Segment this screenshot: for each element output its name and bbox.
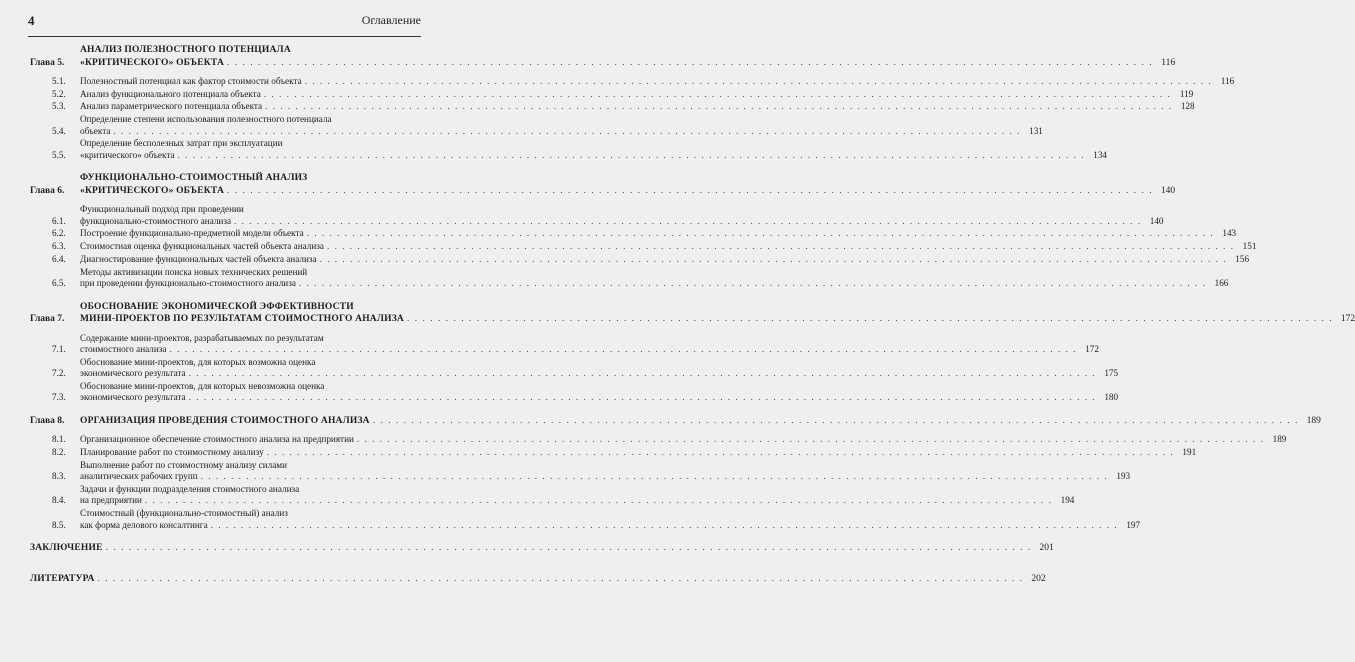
entry-title-line: Функциональный подход при проведении xyxy=(80,204,244,215)
entry-number: 8.3. xyxy=(52,471,66,482)
entry-title xyxy=(80,415,1299,428)
entry-number: 6.2. xyxy=(52,228,66,239)
chapter-heading xyxy=(30,172,1176,197)
dot-leader: . . . . . . . . . . . . . . . . . . . . . . . . . . . . . . . . . . . . . . . . . . . . . . . . . . . . . . . . . . . . . . . . . . . . . . . . . . . . . . . . . . . . . . . . . . . . . . . . . . . . . . . . . . . . . . . . . . . . . . . . xyxy=(306,228,1215,239)
entry-title xyxy=(80,254,1227,266)
entry-number: 5.5. xyxy=(52,149,66,160)
dot-leader: . . . . . . . . . . . . . . . . . . . . . . . . . . . . . . . . . . . . . . . . . . . . . . . . . . . . . . . . . . . . . . . . . . . . . . . . . . . . . . . . . . . . . . . . . . . . . . . . . . . . . . . . . . . . . . . . . . . . . . . . xyxy=(356,434,1265,445)
dot-leader: . . . . . . . . . . . . . . . . . . . . . . . . . . . . . . . . . . . . . . . . . . . . . . . . . . . . . . . . . . . . . . . . . . . . . . . . . . . . . . . . . . . . . . . . . . . . . . . . . . . . . . . . . . . . . . . . . . . . . . . . xyxy=(200,471,1109,482)
entry-title-text: Анализ функционального потенциала объекта xyxy=(80,88,261,99)
entry-page-number: 156 xyxy=(1235,253,1250,264)
entry-title-text: аналитических рабочих групп xyxy=(80,471,198,482)
entry-number: 5.2. xyxy=(52,88,66,99)
entry-title-line: Задачи и функции подразделения стоимостного анализа xyxy=(80,483,300,494)
entry-title-line xyxy=(80,392,1096,404)
toc-section-entry xyxy=(30,228,1237,240)
entry-title-line: Методы активизации поиска новых технических решений xyxy=(80,266,308,277)
entry-title-line xyxy=(80,344,1077,356)
toc-section-entry xyxy=(30,88,1194,101)
entry-title xyxy=(80,333,1077,356)
toc-section-entry xyxy=(30,253,1250,266)
section-list xyxy=(30,332,1119,404)
entry-title-line xyxy=(80,101,1173,113)
entry-title-line xyxy=(80,216,1142,228)
entry-page-number: 201 xyxy=(1039,543,1054,554)
dot-leader: . . . . . . . . . . . . . . . . . . . . . . . . . . . . . . . . . . . . . . . . . . . . . . . . . . . . . . . . . . . . . . . . . . . . . . . . . . . . . . . . . . . . . . . . . . . . . . . . . . . . . . . . . . . . . . . . . . . . . . . . xyxy=(227,185,1154,196)
toc-section-entry xyxy=(30,459,1131,483)
dot-leader: . . . . . . . . . . . . . . . . . . . . . . . . . . . . . . . . . . . . . . . . . . . . . . . . . . . . . . . . . . . . . . . . . . . . . . . . . . . . . . . . . . . . . . . . . . . . . . . . . . . . . . . . . . . . . . . . . . . . . . . . xyxy=(188,392,1097,403)
entry-title-line xyxy=(30,573,1024,586)
section-list xyxy=(30,204,1257,289)
toc-literature xyxy=(30,573,1046,586)
entry-title-line: Содержание мини-проектов, разрабатываемых по результатам xyxy=(80,332,324,343)
entry-title-line xyxy=(80,57,1153,70)
entry-number: Глава 5. xyxy=(30,57,65,68)
entry-title xyxy=(80,241,1234,253)
entry-title-text: Планирование работ по стоимостному анализу xyxy=(80,447,264,458)
entry-title-line xyxy=(80,278,1206,290)
toc-section-entry xyxy=(30,204,1164,227)
entry-page-number: 172 xyxy=(1085,344,1099,354)
entry-title-text: Анализ параметрического потенциала объекта xyxy=(80,101,263,112)
entry-title-line: Обоснование мини-проектов, для которых возможна оценка xyxy=(80,356,316,367)
dot-leader: . . . . . . . . . . . . . . . . . . . . . . . . . . . . . . . . . . . . . . . . . . . . . . . . . . . . . . . . . . . . . . . . . . . . . . . . . . . . . . . . . . . . . . . . . . . . . . . . . . . . . . . . . . . . . . . . . . . . . . . . xyxy=(266,447,1175,458)
entry-title xyxy=(80,484,1052,507)
toc-section-entry xyxy=(30,101,1195,113)
entry-title xyxy=(80,204,1142,227)
entry-title xyxy=(80,172,1153,197)
entry-title-text: как форма делового консалтинга xyxy=(80,519,208,530)
entry-title-line: Стоимостный (функционально-стоимостный) анализ xyxy=(80,508,288,519)
entry-title-text: ЛИТЕРАТУРА xyxy=(30,573,95,584)
entry-title-line xyxy=(80,368,1096,380)
entry-page-number: 131 xyxy=(1029,125,1043,136)
entry-number: 8.1. xyxy=(52,434,66,445)
entry-number: 7.2. xyxy=(52,368,66,379)
chapter-heading xyxy=(30,44,1176,69)
entry-number: 6.5. xyxy=(52,278,66,288)
entry-number: 7.1. xyxy=(52,344,66,354)
page-header xyxy=(28,13,421,33)
entry-number: Глава 8. xyxy=(30,415,65,426)
entry-page-number: 189 xyxy=(1272,434,1287,445)
toc-section-entry xyxy=(30,447,1197,459)
dot-leader: . . . . . . . . . . . . . . . . . . . . . . . . . . . . . . . . . . . . . . . . . . . . . . . . . . . . . . . . . . . . . . . . . . . . . . . . . . . . . . . . . . . . . . . . . . . . . . . . . . . . . . . . . . . . . . . . . . . . . . . . xyxy=(97,573,1024,584)
entry-page-number: 175 xyxy=(1104,368,1119,379)
entry-title xyxy=(30,573,1024,586)
dot-leader: . . . . . . . . . . . . . . . . . . . . . . . . . . . . . . . . . . . . . . . . . . . . . . . . . . . . . . . . . . . . . . . . . . . . . . . . . . . . . . . . . . . . . . . . . . . . . . . . . . . . . . . . . . . . . . . . . . . . . . . . xyxy=(407,314,1334,324)
entry-title-text: на предприятии xyxy=(80,495,142,506)
dot-leader: . . . . . . . . . . . . . . . . . . . . . . . . . . . . . . . . . . . . . . . . . . . . . . . . . . . . . . . . . . . . . . . . . . . . . . . . . . . . . . . . . . . . . . . . . . . . . . . . . . . . . . . . . . . . . . . . . . . . . . . . xyxy=(372,415,1299,426)
entry-title-text: при проведении функционально-стоимостного анализа xyxy=(80,278,296,288)
entry-title-line: ФУНКЦИОНАЛЬНО-СТОИМОСТНЫЙ АНАЛИЗ xyxy=(80,173,308,184)
dot-leader: . . . . . . . . . . . . . . . . . . . . . . . . . . . . . . . . . . . . . . . . . . . . . . . . . . . . . . . . . . . . . . . . . . . . . . . . . . . . . . . . . . . . . . . . . . . . . . . . . . . . . . . . . . . . . . . . . . . . . . . . xyxy=(326,241,1235,252)
entry-page-number: 194 xyxy=(1060,495,1075,506)
entry-title-line: Определение бесполезных затрат при эксплуатации xyxy=(80,138,283,149)
conclusion-entry xyxy=(30,542,1054,555)
entry-page-number: 193 xyxy=(1116,471,1131,482)
entry-page-number: 140 xyxy=(1160,185,1176,196)
entry-title-text: Полезностный потенциал как фактор стоимости объекта xyxy=(80,76,302,86)
literature-entry xyxy=(30,573,1046,586)
entry-title-line xyxy=(80,185,1153,198)
toc-chapter xyxy=(30,44,1235,161)
entry-number: 7.3. xyxy=(52,392,66,403)
toc-section-entry xyxy=(30,508,1141,531)
dot-leader: . . . . . . . . . . . . . . . . . . . . . . . . . . . . . . . . . . . . . . . . . . . . . . . . . . . . . . . . . . . . . . . . . . . . . . . . . . . . . . . . . . . . . . . . . . . . . . . . . . . . . . . . . . . . . . . . . . . . . . . . xyxy=(227,57,1154,68)
entry-title-line: АНАЛИЗ ПОЛЕЗНОСТНОГО ПОТЕНЦИАЛА xyxy=(80,45,291,55)
entry-title-line: ОБОСНОВАНИЕ ЭКОНОМИЧЕСКОЙ ЭФФЕКТИВНОСТИ xyxy=(80,301,354,312)
entry-page-number: 134 xyxy=(1093,149,1107,160)
entry-title-line: Обоснование мини-проектов, для которых невозможна оценка xyxy=(80,380,325,391)
entry-title-text: экономического результата xyxy=(80,392,186,403)
entry-title-text: ОРГАНИЗАЦИЯ ПРОВЕДЕНИЯ СТОИМОСТНОГО АНАЛИЗА xyxy=(80,415,370,426)
entry-title xyxy=(80,114,1021,137)
page-number: 4 xyxy=(28,13,35,28)
entry-number: 6.3. xyxy=(52,241,66,252)
entry-title xyxy=(80,138,1085,161)
entry-number: 6.4. xyxy=(52,253,66,264)
dot-leader: . . . . . . . . . . . . . . . . . . . . . . . . . . . . . . . . . . . . . . . . . . . . . . . . . . . . . . . . . . . . . . . . . . . . . . . . . . . . . . . . . . . . . . . . . . . . . . . . . . . . . . . . . . . . . . . . . . . . . . . . xyxy=(263,88,1172,99)
entry-title-line xyxy=(80,126,1021,138)
entry-title-line xyxy=(80,313,1333,326)
chapter-heading xyxy=(30,415,1321,428)
entry-page-number: 191 xyxy=(1182,447,1197,458)
dot-leader: . . . . . . . . . . . . . . . . . . . . . . . . . . . . . . . . . . . . . . . . . . . . . . . . . . . . . . . . . . . . . . . . . . . . . . . . . . . . . . . . . . . . . . . . . . . . . . . . . . . . . . . . . . . . . . . . . . . . . . . . xyxy=(319,253,1228,264)
dot-leader: . . . . . . . . . . . . . . . . . . . . . . . . . . . . . . . . . . . . . . . . . . . . . . . . . . . . . . . . . . . . . . . . . . . . . . . . . . . . . . . . . . . . . . . . . . . . . . . . . . . . . . . . . . . . . . . . . . . . . . . . xyxy=(169,344,1077,354)
entry-page-number: 172 xyxy=(1340,314,1355,324)
entry-title xyxy=(30,542,1032,555)
entry-number: 5.3. xyxy=(52,101,66,112)
entry-title-line: Выполнение работ по стоимостному анализу силами xyxy=(80,459,288,470)
entry-title xyxy=(80,76,1212,88)
dot-leader: . . . . . . . . . . . . . . . . . . . . . . . . . . . . . . . . . . . . . . . . . . . . . . . . . . . . . . . . . . . . . . . . . . . . . . . . . . . . . . . . . . . . . . . . . . . . . . . . . . . . . . . . . . . . . . . . . . . . . . . . xyxy=(210,519,1119,530)
entry-title-line xyxy=(80,434,1264,446)
entry-page-number: 197 xyxy=(1126,519,1141,530)
entry-page-number: 140 xyxy=(1149,215,1164,226)
toc-section-entry xyxy=(30,483,1075,507)
entry-number: 8.2. xyxy=(52,447,66,458)
dot-leader: . . . . . . . . . . . . . . . . . . . . . . . . . . . . . . . . . . . . . . . . . . . . . . . . . . . . . . . . . . . . . . . . . . . . . . . . . . . . . . . . . . . . . . . . . . . . . . . . . . . . . . . . . . . . . . . . . . . . . . . . xyxy=(298,278,1207,288)
section-list xyxy=(30,434,1287,531)
entry-title xyxy=(80,228,1214,240)
entry-number: Глава 6. xyxy=(30,185,65,196)
entry-title-line xyxy=(80,150,1085,162)
entry-title-text: экономического результата xyxy=(80,368,186,379)
dot-leader: . . . . . . . . . . . . . . . . . . . . . . . . . . . . . . . . . . . . . . . . . . . . . . . . . . . . . . . . . . . . . . . . . . . . . . . . . . . . . . . . . . . . . . . . . . . . . . . . . . . . . . . . . . . . . . . . . . . . . . . . xyxy=(105,543,1032,554)
entry-page-number: 128 xyxy=(1180,101,1195,112)
toc-section-entry xyxy=(30,380,1119,404)
toc-chapter xyxy=(30,415,1321,531)
entry-title-line xyxy=(80,447,1174,459)
entry-page-number: 119 xyxy=(1179,88,1194,99)
entry-title xyxy=(80,89,1171,101)
entry-number: 8.5. xyxy=(52,519,66,530)
toc-chapter xyxy=(30,172,1257,289)
chapter-heading xyxy=(30,301,1355,326)
entry-page-number: 166 xyxy=(1214,278,1229,288)
entry-title-line xyxy=(30,542,1032,555)
dot-leader: . . . . . . . . . . . . . . . . . . . . . . . . . . . . . . . . . . . . . . . . . . . . . . . . . . . . . . . . . . . . . . . . . . . . . . . . . . . . . . . . . . . . . . . . . . . . . . . . . . . . . . . . . . . . . . . . . . . . . . . . xyxy=(113,125,1021,136)
entry-page-number: 189 xyxy=(1306,415,1321,426)
dot-leader: . . . . . . . . . . . . . . . . . . . . . . . . . . . . . . . . . . . . . . . . . . . . . . . . . . . . . . . . . . . . . . . . . . . . . . . . . . . . . . . . . . . . . . . . . . . . . . . . . . . . . . . . . . . . . . . . . . . . . . . . xyxy=(265,101,1173,112)
dot-leader: . . . . . . . . . . . . . . . . . . . . . . . . . . . . . . . . . . . . . . . . . . . . . . . . . . . . . . . . . . . . . . . . . . . . . . . . . . . . . . . . . . . . . . . . . . . . . . . . . . . . . . . . . . . . . . . . . . . . . . . . xyxy=(188,368,1097,379)
entry-title xyxy=(80,267,1206,290)
toc-section-entry xyxy=(30,76,1235,88)
entry-page-number: 116 xyxy=(1220,76,1235,86)
dot-leader: . . . . . . . . . . . . . . . . . . . . . . . . . . . . . . . . . . . . . . . . . . . . . . . . . . . . . . . . . . . . . . . . . . . . . . . . . . . . . . . . . . . . . . . . . . . . . . . . . . . . . . . . . . . . . . . . . . . . . . . . xyxy=(177,149,1085,160)
entry-title-line xyxy=(80,471,1108,483)
entry-title-line: Определение степени использования полезностного потенциала xyxy=(80,114,332,125)
entry-title-text: «КРИТИЧЕСКОГО» ОБЪЕКТА xyxy=(80,185,225,196)
entry-page-number: 202 xyxy=(1031,573,1046,584)
toc-section-entry xyxy=(30,241,1257,253)
entry-number: 8.4. xyxy=(52,495,66,506)
entry-title-text: Стоимостная оценка функциональных частей объекта анализа xyxy=(80,241,324,252)
running-title: Оглавление xyxy=(361,13,421,27)
table-of-contents xyxy=(30,44,1355,603)
entry-title-line xyxy=(80,495,1052,507)
dot-leader: . . . . . . . . . . . . . . . . . . . . . . . . . . . . . . . . . . . . . . . . . . . . . . . . . . . . . . . . . . . . . . . . . . . . . . . . . . . . . . . . . . . . . . . . . . . . . . . . . . . . . . . . . . . . . . . . . . . . . . . . xyxy=(304,76,1213,86)
entry-title-text: функционально-стоимостного анализа xyxy=(80,215,232,226)
entry-title-text: ЗАКЛЮЧЕНИЕ xyxy=(30,543,103,554)
entry-title xyxy=(80,301,1333,326)
entry-page-number: 143 xyxy=(1222,228,1237,239)
entry-title-line xyxy=(80,228,1214,240)
toc-section-entry xyxy=(30,114,1043,137)
toc-section-entry xyxy=(30,434,1287,446)
entry-title-text: объекта xyxy=(80,125,111,136)
toc-section-entry xyxy=(30,332,1099,356)
entry-title xyxy=(80,357,1096,380)
entry-page-number: 116 xyxy=(1161,57,1176,68)
toc-conclusion xyxy=(30,542,1054,555)
entry-title-line xyxy=(80,89,1171,101)
entry-title-line xyxy=(80,520,1118,532)
entry-number: 5.4. xyxy=(52,125,66,136)
entry-title xyxy=(80,447,1174,459)
entry-title-text: стоимостного анализа xyxy=(80,344,167,354)
entry-title-line xyxy=(80,76,1212,88)
entry-title-text: МИНИ-ПРОЕКТОВ ПО РЕЗУЛЬТАТАМ СТОИМОСТНОГО АНАЛИЗА xyxy=(80,314,404,324)
entry-title-line xyxy=(80,415,1299,428)
section-list xyxy=(30,76,1235,161)
toc-section-entry xyxy=(30,266,1229,290)
entry-title-text: «критического» объекта xyxy=(80,149,175,160)
entry-title xyxy=(80,508,1118,531)
toc-chapter xyxy=(30,301,1355,404)
dot-leader: . . . . . . . . . . . . . . . . . . . . . . . . . . . . . . . . . . . . . . . . . . . . . . . . . . . . . . . . . . . . . . . . . . . . . . . . . . . . . . . . . . . . . . . . . . . . . . . . . . . . . . . . . . . . . . . . . . . . . . . . xyxy=(144,495,1053,506)
entry-page-number: 151 xyxy=(1242,241,1257,252)
entry-page-number: 180 xyxy=(1104,392,1119,403)
toc-section-entry xyxy=(30,138,1107,161)
entry-title xyxy=(80,460,1108,483)
entry-title xyxy=(80,101,1173,113)
entry-title-line xyxy=(80,254,1227,266)
entry-title xyxy=(80,434,1264,446)
entry-title xyxy=(80,381,1096,404)
entry-title-line xyxy=(80,241,1234,253)
entry-title-text: Диагностирование функциональных частей объекта анализа xyxy=(80,253,317,264)
entry-number: 6.1. xyxy=(52,215,66,226)
entry-title-text: Построение функционально-предметной модели объекта xyxy=(80,228,304,239)
header-rule xyxy=(28,36,421,37)
entry-title-text: Организационное обеспечение стоимостного анализа на предприятии xyxy=(80,434,354,445)
entry-title xyxy=(80,44,1153,69)
entry-title-text: «КРИТИЧЕСКОГО» ОБЪЕКТА xyxy=(80,57,225,68)
toc-section-entry xyxy=(30,356,1119,380)
entry-number: Глава 7. xyxy=(30,314,65,324)
dot-leader: . . . . . . . . . . . . . . . . . . . . . . . . . . . . . . . . . . . . . . . . . . . . . . . . . . . . . . . . . . . . . . . . . . . . . . . . . . . . . . . . . . . . . . . . . . . . . . . . . . . . . . . . . . . . . . . . . . . . . . . . xyxy=(234,215,1142,226)
entry-number: 5.1. xyxy=(52,76,66,86)
